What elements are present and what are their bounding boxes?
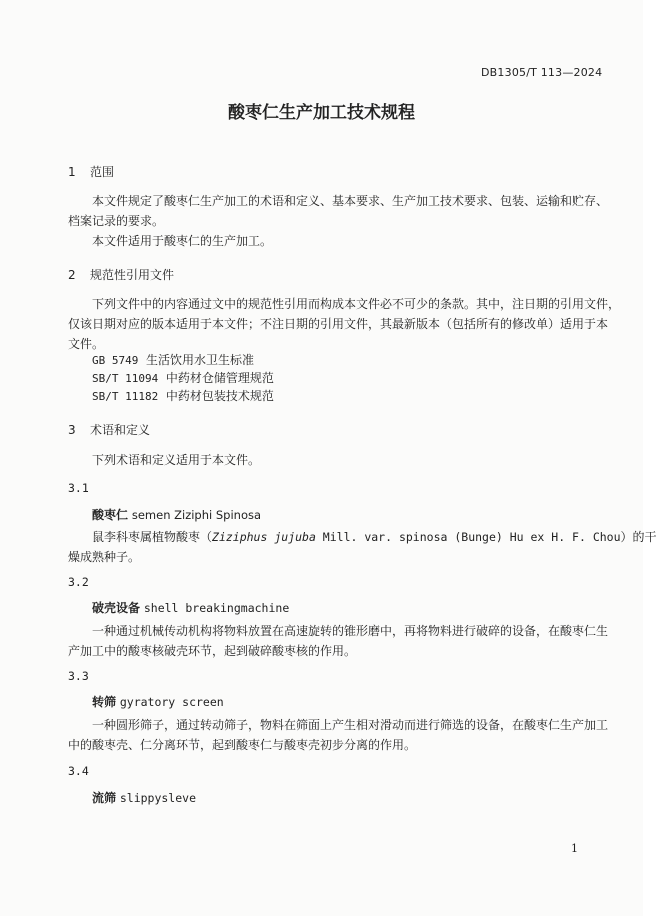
section-heading-terms-and-definitions <box>68 421 150 438</box>
paragraph-line: 下列文件中的内容通过文中的规范性引用而构成本文件必不可少的条款。其中，注日期的引用文件， <box>92 297 621 311</box>
term-english: slippysleve <box>119 791 197 805</box>
term-english: semen Ziziphi Spinosa <box>131 508 262 522</box>
term-number: 3.2 <box>68 575 89 589</box>
term-heading <box>92 506 261 523</box>
section-number: 3 <box>68 423 76 437</box>
standard-number: DB1305/T 113—2024 <box>481 66 603 79</box>
paragraph-line: 本文件适用于酸枣仁的生产加工。 <box>92 234 273 248</box>
term-number: 3.4 <box>68 764 89 778</box>
paragraph-line: 仅该日期对应的版本适用于本文件；不注日期的引用文件，其最新版本（包括所有的修改单）适用于本 <box>68 317 609 331</box>
paragraph-line: 档案记录的要求。 <box>68 214 165 228</box>
paragraph-line: 文件。 <box>68 337 105 351</box>
term-heading <box>92 789 196 806</box>
term-chinese: 流筛 <box>92 791 117 805</box>
reference-item <box>92 351 254 368</box>
species-name: Ziziphus jujuba <box>212 530 316 544</box>
document-title: 酸枣仁生产加工技术规程 <box>228 103 415 123</box>
section-title: 术语和定义 <box>90 423 151 437</box>
term-chinese: 转筛 <box>92 695 117 709</box>
term-english: shell breakingmachine <box>143 601 290 615</box>
paragraph-line: 本文件规定了酸枣仁生产加工的术语和定义、基本要求、生产加工技术要求、包装、运输和贮存、 <box>92 194 609 208</box>
section-number: 1 <box>68 165 76 179</box>
term-heading <box>92 599 289 616</box>
section-number: 2 <box>68 268 76 282</box>
term-chinese: 破壳设备 <box>92 601 141 615</box>
reference-title: 中药材仓储管理规范 <box>165 371 274 385</box>
term-chinese: 酸枣仁 <box>92 508 129 522</box>
definition-line: 中的酸枣壳、仁分离环节，起到酸枣仁与酸枣壳初步分离的作用。 <box>68 738 417 752</box>
definition-line <box>92 527 657 547</box>
page-number: 1 <box>571 842 578 855</box>
term-heading <box>92 693 224 710</box>
reference-code: GB 5749 <box>92 354 139 367</box>
definition-line: 一种通过机械传动机构将物料放置在高速旋转的锥形磨中，再将物料进行破碎的设备，在酸枣仁生 <box>92 624 609 638</box>
definition-line: 产加工中的酸枣核破壳环节，起到破碎酸枣核的作用。 <box>68 644 357 658</box>
section-title: 规范性引用文件 <box>90 268 175 282</box>
definition-line: 燥成熟种子。 <box>68 550 141 564</box>
definition-line: 一种圆形筛子，通过转动筛子，物料在筛面上产生相对滑动而进行筛选的设备，在酸枣仁生产加工 <box>92 718 609 732</box>
section-title: 范围 <box>90 165 115 179</box>
reference-title: 生活饮用水卫生标准 <box>146 353 255 367</box>
reference-item <box>92 387 274 404</box>
definition-text: 鼠李科枣属植物酸枣（ <box>92 530 213 544</box>
reference-code: SB/T 11182 <box>92 390 159 403</box>
term-number: 3.3 <box>68 669 89 683</box>
term-number: 3.1 <box>68 481 89 495</box>
reference-title: 中药材包装技术规范 <box>165 389 274 403</box>
definition-text: ）的干 <box>620 530 657 544</box>
section-heading-scope <box>68 163 114 180</box>
species-authority: Mill. var. spinosa (Bunge) Hu ex H. F. Chou <box>315 530 621 544</box>
term-english: gyratory screen <box>119 695 224 709</box>
paragraph-line: 下列术语和定义适用于本文件。 <box>92 453 261 467</box>
section-heading-normative-references <box>68 266 174 283</box>
reference-item <box>92 369 274 386</box>
reference-code: SB/T 11094 <box>92 372 159 385</box>
